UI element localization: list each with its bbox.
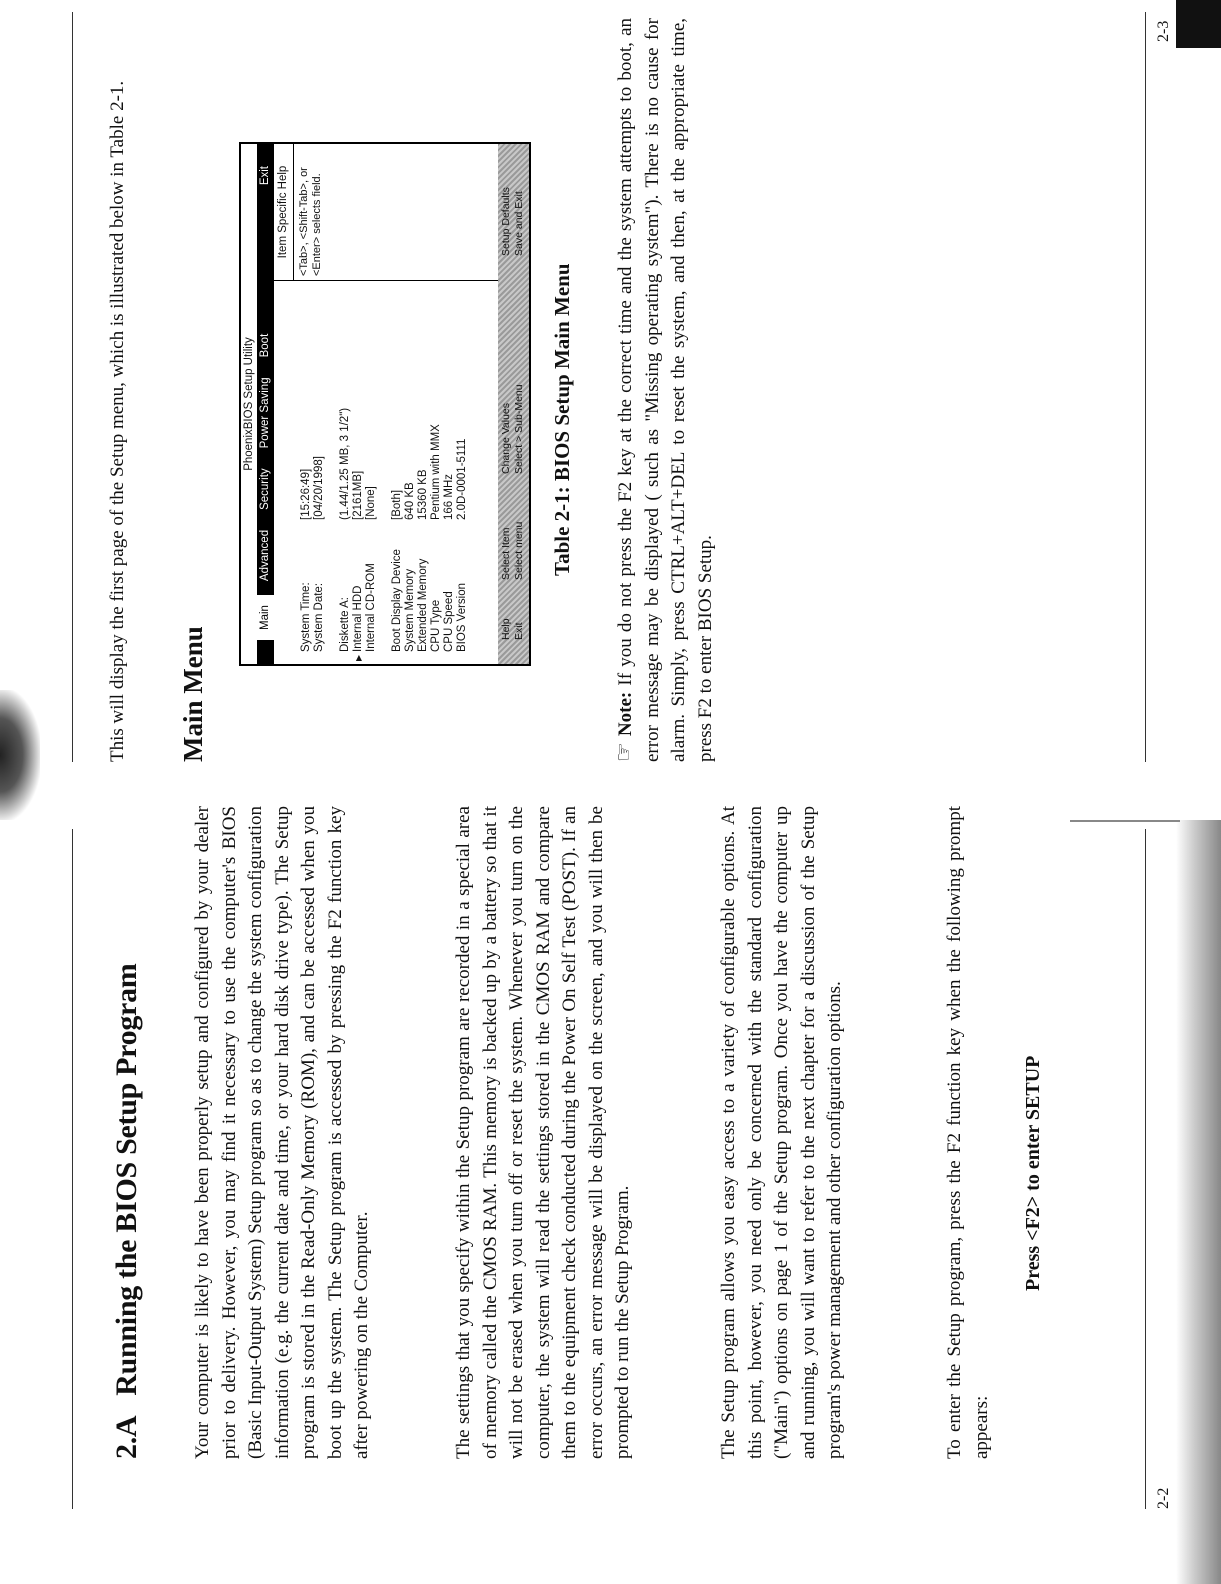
bios-row-diskette-a[interactable] [339,282,352,652]
footer-key-exit: Exit [513,622,525,640]
bios-row-internal-cdrom[interactable] [365,282,378,652]
left-page [0,794,1221,1584]
bios-row-value: 15360 KB [417,469,429,520]
bios-row-cpu-type [430,282,443,652]
bios-screen [239,142,531,666]
bios-row-label: Diskette A: [339,597,351,652]
bios-row-label: System Memory [404,568,416,652]
page-number-left: 2-2 [1155,1487,1172,1509]
bios-row-value[interactable]: [2161MB] [352,470,364,520]
paragraph-1 [190,806,376,1459]
bios-menubar [257,144,274,664]
paragraph-1-text: Your computer is likely to have been properly setup and configured by your dealer prior to delivery. However, you may find it necessary to use the computer's BIOS (Basic Input-Output System) Setup program so as to change the system configuration information (e.g. the current date and time, or your hard disk drive type). The Setup program is stored in the Read-Only Memory (ROM), and can be accessed when you boot up the system. The Setup program is accessed by pressing the F2 function key after powering on the Computer. [192,806,372,1459]
footer-action-setup-defaults: Setup Defaults [500,187,512,256]
submenu-arrow-icon: ▶ [354,654,363,661]
footer-key-submenu: Select > Sub-Menu [513,384,525,474]
paragraph-2 [451,806,637,1459]
bios-row-extended-memory [417,282,430,652]
bios-tab-main[interactable]: Main [257,595,274,640]
note-block [612,18,719,762]
bios-tab-boot[interactable]: Boot [259,333,271,358]
main-menu-heading: Main Menu [178,626,208,762]
bios-row-value: 166 MHz [443,473,455,520]
bios-row-system-time[interactable] [300,282,313,652]
bios-tab-exit[interactable]: Exit [259,166,271,186]
bios-settings-panel [274,280,498,664]
bios-row-internal-hdd[interactable] [352,282,365,661]
bios-help-panel [274,144,498,280]
bios-row-value: 2.0D-0001-5111 [456,438,468,520]
bios-tab-power-saving[interactable]: Power Saving [259,377,271,449]
paragraph-4 [942,806,995,1459]
bios-row-label: Internal CD-ROM [365,563,377,652]
footer-rule-right [1145,12,1146,762]
bios-row-value: Pentium with MMX [430,424,442,520]
note-label: Note: [615,691,636,737]
bios-row-value[interactable]: [15:26:49] [300,468,312,520]
setup-prompt: Press <F2> to enter SETUP [1022,1055,1044,1291]
paragraph-4-text: To enter the Setup program, press the F2 function key when the following prompt appears: [944,806,992,1459]
footer-rule [1145,829,1146,1509]
table-caption: Table 2-1: BIOS Setup Main Menu [550,263,574,576]
header-rule [72,829,73,1509]
bios-row-bios-version [456,282,469,652]
pointing-hand-icon: ☞ [612,742,637,762]
bios-title: PhoenixBIOS Setup Utility [243,337,255,471]
bios-row-label: BIOS Version [456,582,468,652]
bios-row-boot-display[interactable] [391,282,404,652]
footer-key-help: Help [500,618,512,640]
bios-row-value[interactable]: [Both] [391,489,403,520]
intro-paragraph [105,22,132,762]
bios-tab-advanced[interactable]: Advanced [259,529,271,582]
section-heading [110,964,144,1459]
bios-row-label: Boot Display Device [391,549,403,652]
bios-tab-security[interactable]: Security [259,468,271,510]
bios-row-system-date[interactable] [313,282,326,652]
bios-row-value[interactable]: (1.44/1.25 MB, 3 1/2") [339,407,351,520]
bios-row-label: CPU Speed [443,591,455,652]
note-text: If you do not press the F2 key at the correct time and the system attempts to boot, an error message may be displayed ( such as "Missing operating system"). There is no cause for alarm. Simply, press CTRL+ALT+DEL to reset the system, and then, at the appropriate time, press F2 to enter BIOS Setup. [615,17,716,762]
bios-row-cpu-speed [443,282,456,652]
bios-row-value[interactable]: [None] [365,486,377,520]
section-number: 2.A [110,1415,143,1459]
paragraph-3-text: The Setup program allows you easy access to a variety of configurable options. At this point, however, you need only be concerned with the standard configuration ("Main") options on page 1 of the Setup program. Once you have the computer up and running, you will want to refer to the next chapter for a discussion of the Setup program's power management and other configuration options. [718,806,845,1459]
bios-row-label: System Time: [300,582,312,652]
section-title: Running the BIOS Setup Program [110,963,143,1396]
bios-row-label: CPU Type [430,599,442,652]
bios-body [274,144,498,664]
page-number-right: 2-3 [1155,20,1172,42]
footer-key-change-values: Change Values [500,402,512,474]
footer-action-save-exit: Save and Exit [513,191,525,256]
paragraph-2-text: The settings that you specify within the Setup program are recorded in a special area of memory called the CMOS RAM. This memory is backed up by a battery so that it will not be erased when you turn off or reset the system. Whenever you turn on the computer, the system will read the settings stored in the CMOS RAM and compare them to the equipment check conducted during the Power On Self Test (POST). If an error occurs, an error message will be displayed on the screen, and you will then be prompted to run the Setup Program. [453,806,633,1459]
bios-row-system-memory [404,282,417,652]
paragraph-3 [716,806,849,1459]
bios-row-label: Extended Memory [417,558,429,652]
bios-footer [498,144,529,664]
bios-row-label: Internal HDD [352,585,364,652]
bios-help-title: Item Specific Help [274,144,294,280]
footer-action-select-menu: Select menu [513,521,525,580]
footer-action-select-item: Select Item [500,527,512,580]
intro-text: This will display the first page of the Setup menu, which is illustrated below in Table 2-1. [107,80,128,762]
bios-row-label: System Date: [313,582,325,652]
header-rule-right [72,12,73,762]
bios-help-text: <Tab>, <Shift-Tab>, or <Enter> selects field. [298,167,323,276]
bios-row-value: 640 KB [404,482,416,520]
bios-row-value[interactable]: [04/20/1998] [313,456,325,520]
